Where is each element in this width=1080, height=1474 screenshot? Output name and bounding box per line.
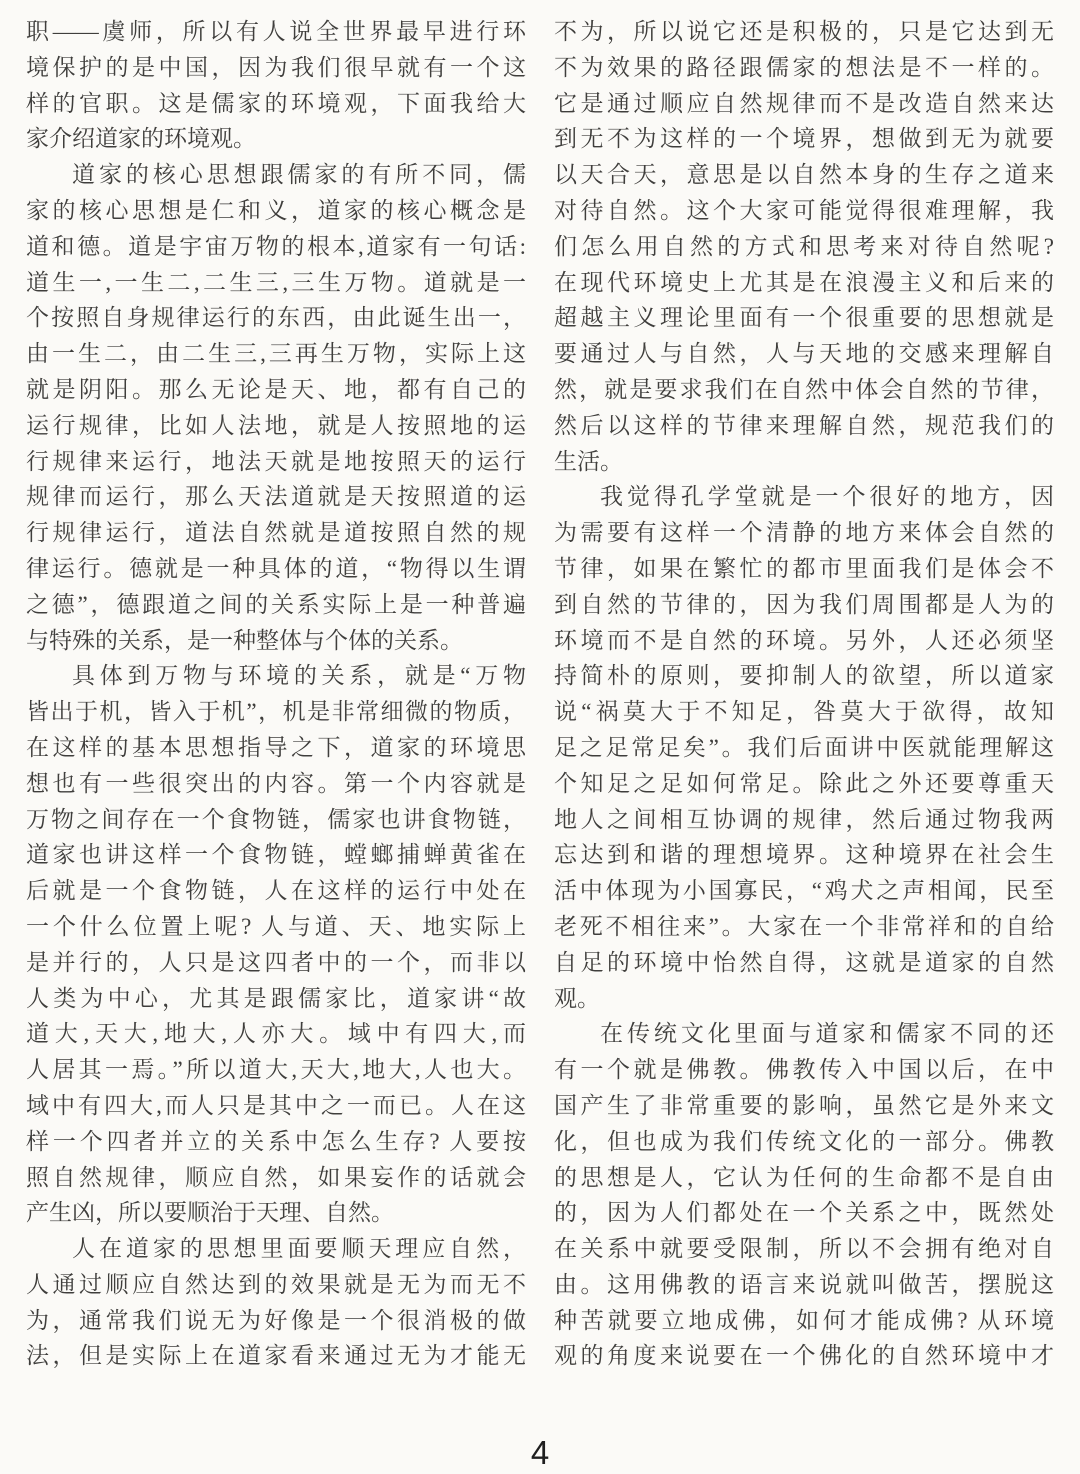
text-line: 由。这用佛教的语言来说就叫做苦，摆脱这 <box>554 1271 1054 1297</box>
text-line: 职——虞师，所以有人说全世界最早进行环 <box>26 19 526 44</box>
text-line: 化，但也成为我们传统文化的一部分。佛教 <box>554 1128 1054 1154</box>
text-line: 道家的核心思想跟儒家的有所不同，儒 <box>72 162 526 188</box>
text-column-right <box>554 14 1054 1374</box>
text-line: 然，就是要求我们在自然中体会自然的节律， <box>554 376 1054 402</box>
text-line: 的思想是人，它认为任何的生命都不是自由 <box>554 1164 1054 1190</box>
text-line: 照自然规律，顺应自然，如果妄作的话就会 <box>26 1164 526 1190</box>
text-line: 到无不为这样的一个境界，想做到无为就要 <box>554 126 1054 152</box>
text-line: 地人之间相互协调的规律，然后通过物我两 <box>554 806 1054 832</box>
text-line: 人在道家的思想里面要顺天理应自然， <box>72 1236 526 1262</box>
text-line: 忘达到和谐的理想境界。这种境界在社会生 <box>554 842 1054 868</box>
text-line: 环境而不是自然的环境。另外，人还必须坚 <box>554 627 1054 653</box>
text-line: 生活。 <box>554 448 623 474</box>
text-line: 是并行的，人只是这四者中的一个，而非以 <box>26 949 526 975</box>
text-line: 它是通过顺应自然规律而不是改造自然来达 <box>554 90 1054 116</box>
text-line: 样一个四者并立的关系中怎么生存? 人要按 <box>26 1128 526 1154</box>
text-line: 运行规律，比如人法地，就是人按照地的运 <box>26 412 526 438</box>
text-line: 人通过顺应自然达到的效果就是无为而无不 <box>26 1271 526 1297</box>
text-line: 在关系中就要受限制，所以不会拥有绝对自 <box>554 1236 1054 1262</box>
text-line: 行规律来运行，地法天就是地按照天的运行 <box>26 448 526 474</box>
text-line: 家介绍道家的环境观。 <box>26 126 256 152</box>
text-line: 对待自然。这个大家可能觉得很难理解，我 <box>554 197 1054 223</box>
text-line: 国产生了非常重要的影响，虽然它是外来文 <box>554 1092 1054 1118</box>
text-line: 样的官职。这是儒家的环境观，下面我给大 <box>26 90 526 116</box>
text-line: 说“祸莫大于不知足，咎莫大于欲得，故知 <box>554 699 1054 725</box>
text-line: 种苦就要立地成佛，如何才能成佛? 从环境 <box>554 1307 1054 1333</box>
text-line: 道家也讲这样一个食物链，螳螂捕蝉黄雀在 <box>26 842 526 868</box>
text-line: 规律而运行，那么天法道就是天按照道的运 <box>26 484 526 510</box>
text-line: 在传统文化里面与道家和儒家不同的还 <box>600 1021 1054 1047</box>
text-line: 个知足之足如何常足。除此之外还要尊重天 <box>554 770 1054 796</box>
text-line: 万物之间存在一个食物链，儒家也讲食物链， <box>26 806 526 832</box>
text-line: 我觉得孔学堂就是一个很好的地方，因 <box>600 484 1054 510</box>
text-line: 就是阴阳。那么无论是天、地，都有自己的 <box>26 376 526 402</box>
text-line: 要通过人与自然，人与天地的交感来理解自 <box>554 341 1054 367</box>
text-line: 到自然的节律的，因为我们周围都是人为的 <box>554 591 1054 617</box>
text-line: 自足的环境中怡然自得，这就是道家的自然 <box>554 949 1054 975</box>
text-line: 们怎么用自然的方式和思考来对待自然呢? <box>554 233 1054 259</box>
text-line: 为需要有这样一个清静的地方来体会自然的 <box>554 520 1054 546</box>
text-line: 持简朴的原则，要抑制人的欲望，所以道家 <box>554 663 1054 689</box>
text-line: 境保护的是中国，因为我们很早就有一个这 <box>26 54 526 80</box>
text-line: 皆出于机，皆入于机”，机是非常细微的物质， <box>26 699 526 725</box>
text-line: 活中体现为小国寡民，“鸡犬之声相闻，民至 <box>554 878 1054 904</box>
text-line: 后就是一个食物链，人在这样的运行中处在 <box>26 878 526 904</box>
text-line: 与特殊的关系，是一种整体与个体的关系。 <box>26 627 463 653</box>
text-line: 家的核心思想是仁和义，道家的核心概念是 <box>26 197 526 223</box>
text-line: 域中有四大,而人只是其中之一而已。人在这 <box>26 1092 526 1118</box>
text-line: 的，因为人们都处在一个关系之中，既然处 <box>554 1200 1054 1226</box>
text-line: 人类为中心，尤其是跟儒家比，道家讲“故 <box>26 985 526 1011</box>
text-line: 观。 <box>554 985 600 1011</box>
text-line: 节律，如果在繁忙的都市里面我们是体会不 <box>554 555 1054 581</box>
text-line: 由一生二，由二生三,三再生万物，实际上这 <box>26 341 526 367</box>
text-line: 法，但是实际上在道家看来通过无为才能无 <box>26 1343 526 1369</box>
text-column-left <box>26 14 526 1374</box>
text-line: 足之足常足矣”。我们后面讲中医就能理解这 <box>554 734 1054 760</box>
text-line: 个按照自身规律运行的东西，由此诞生出一， <box>26 305 526 331</box>
text-line: 以天合天，意思是以自然本身的生存之道来 <box>554 162 1054 188</box>
text-line: 超越主义理论里面有一个很重要的思想就是 <box>554 305 1054 331</box>
text-line: 不为效果的路径跟儒家的想法是不一样的。 <box>554 54 1054 80</box>
text-line: 在这样的基本思想指导之下，道家的环境思 <box>26 734 526 760</box>
text-line: 道大,天大,地大,人亦大。域中有四大,而 <box>26 1021 526 1047</box>
text-line: 道生一,一生二,二生三,三生万物。道就是一 <box>26 269 526 295</box>
text-line: 然后以这样的节律来理解自然，规范我们的 <box>554 412 1054 438</box>
text-line: 一个什么位置上呢? 人与道、天、地实际上 <box>26 913 526 939</box>
text-line: 有一个就是佛教。佛教传入中国以后，在中 <box>554 1057 1054 1083</box>
text-line: 想也有一些很突出的内容。第一个内容就是 <box>26 770 526 796</box>
text-line: 产生凶，所以要顺治于天理、自然。 <box>26 1200 394 1226</box>
text-line: 老死不相往来”。大家在一个非常祥和的自给 <box>554 913 1054 939</box>
text-line: 之德”，德跟道之间的关系实际上是一种普遍 <box>26 591 526 617</box>
page-number: 4 <box>530 1434 550 1471</box>
text-line: 律运行。德就是一种具体的道，“物得以生谓 <box>26 555 526 581</box>
text-line: 观的角度来说要在一个佛化的自然环境中才 <box>554 1343 1054 1369</box>
text-line: 在现代环境史上尤其是在浪漫主义和后来的 <box>554 269 1054 295</box>
text-line: 不为，所以说它还是积极的，只是它达到无 <box>554 19 1054 44</box>
text-line: 人居其一焉。”所以道大,天大,地大,人也大。 <box>26 1057 526 1083</box>
text-line: 行规律运行，道法自然就是道按照自然的规 <box>26 520 526 546</box>
text-line: 道和德。道是宇宙万物的根本,道家有一句话: <box>26 233 526 259</box>
text-line: 具体到万物与环境的关系，就是“万物 <box>72 663 526 689</box>
text-line: 为，通常我们说无为好像是一个很消极的做 <box>26 1307 526 1333</box>
